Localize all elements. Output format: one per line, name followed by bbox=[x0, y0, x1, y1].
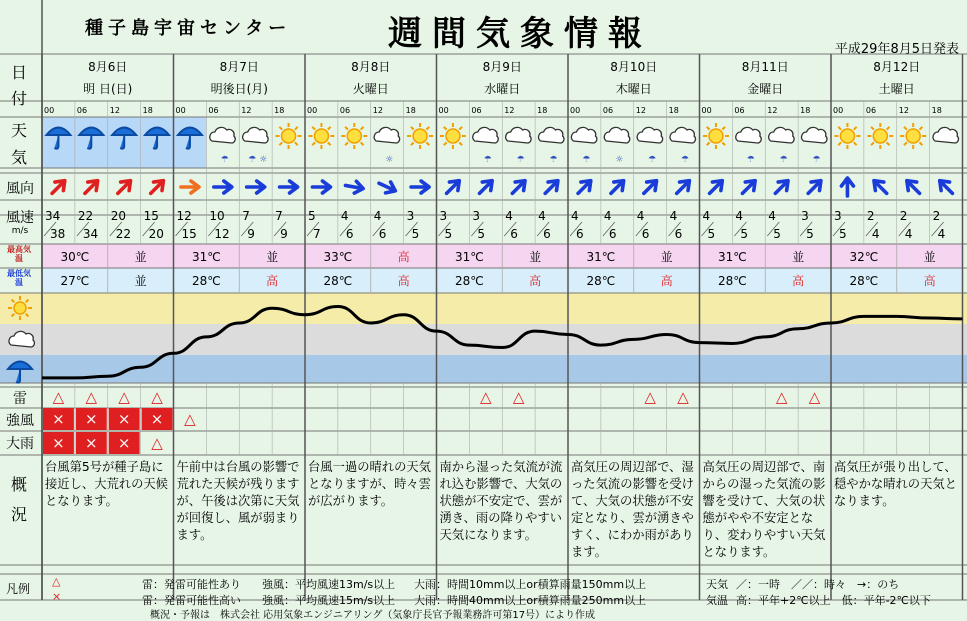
wind-arrow-icon bbox=[181, 181, 199, 193]
hour-tick: 06 bbox=[471, 106, 482, 115]
cloud-icon bbox=[210, 127, 235, 143]
weather-sub-icon: ☼ bbox=[615, 155, 624, 165]
wind-speed-max: 4 bbox=[871, 227, 880, 241]
heavy-rain-mark: △ bbox=[151, 434, 163, 452]
wind-speed-avg: 4 bbox=[636, 209, 645, 223]
wind-arrow-icon bbox=[672, 176, 693, 197]
thunder-mark: △ bbox=[151, 388, 163, 406]
sun-icon bbox=[867, 123, 893, 149]
wind-speed-max: 5 bbox=[707, 227, 716, 241]
wind-unit: m/s bbox=[11, 226, 29, 236]
wind-arrow-icon bbox=[442, 176, 463, 197]
weather-sub-icon: ☂ bbox=[812, 155, 821, 165]
temp-high-cmp: 並 bbox=[792, 250, 805, 264]
wind-speed-max: 9 bbox=[280, 227, 288, 241]
day-date: 8月10日 bbox=[610, 60, 658, 74]
wind-speed-avg: 7 bbox=[275, 209, 283, 223]
temp-low-cmp: 高 bbox=[923, 274, 936, 288]
page-title: 週間気象情報 bbox=[388, 14, 652, 54]
wind-speed-avg: 4 bbox=[735, 209, 744, 223]
wind-arrow-icon bbox=[376, 178, 397, 196]
day-weekday: 水曜日 bbox=[484, 82, 521, 96]
strong-wind-mark: × bbox=[117, 410, 131, 428]
wind-speed-avg: 4 bbox=[702, 209, 711, 223]
cloud-icon bbox=[802, 127, 827, 143]
temp-low-value: 27℃ bbox=[60, 274, 90, 288]
hour-tick: 00 bbox=[833, 106, 844, 115]
wind-speed-avg: 3 bbox=[472, 209, 481, 223]
hour-tick: 18 bbox=[274, 106, 285, 115]
sun-icon bbox=[308, 123, 334, 149]
site-name: 種子島宇宙センター bbox=[85, 18, 292, 39]
weather-sub-icon: ☂ bbox=[648, 155, 657, 165]
wind-speed-avg: 2 bbox=[932, 209, 941, 223]
day-overview: 台風第5号が種子島に接近し、大荒れの天候となります。 bbox=[45, 460, 168, 508]
trend-band-rain bbox=[42, 355, 967, 383]
row-label-date: 日付 bbox=[10, 63, 27, 108]
wind-speed-max: 5 bbox=[444, 227, 453, 241]
hour-tick: 06 bbox=[734, 106, 745, 115]
day-date: 8月6日 bbox=[88, 60, 128, 74]
wind-arrow-icon bbox=[771, 176, 792, 197]
temp-low-value: 28℃ bbox=[718, 274, 747, 288]
temp-low-cmp: 高 bbox=[529, 274, 542, 288]
cloud-icon bbox=[604, 127, 629, 143]
temp-low-value: 28℃ bbox=[849, 274, 879, 288]
temp-low-value: 28℃ bbox=[323, 274, 353, 288]
hour-tick: 18 bbox=[931, 106, 942, 115]
cloud-icon bbox=[506, 127, 531, 143]
day-overview: 午前中は台風の影響で荒れた天候が残りますが、午後は次第に天気が回復し、風が弱まります。 bbox=[176, 460, 300, 542]
legend-sky-text: ／：一時 ／／：時々 →：のち bbox=[736, 578, 900, 591]
hour-tick: 00 bbox=[701, 106, 712, 115]
wind-speed-max: 5 bbox=[740, 227, 749, 241]
wind-arrow-icon bbox=[214, 181, 232, 193]
weather-sub-icon: ☼ bbox=[385, 155, 394, 165]
wind-speed-max: 6 bbox=[543, 227, 551, 241]
cloud-icon bbox=[374, 127, 399, 143]
issued-date: 平成29年8月5日発表 bbox=[834, 42, 959, 57]
cloud-icon bbox=[571, 127, 596, 143]
cloud-icon bbox=[637, 127, 662, 143]
wind-arrow-icon bbox=[114, 176, 135, 197]
day-date: 8月9日 bbox=[482, 60, 522, 74]
cloud-icon bbox=[933, 127, 958, 143]
hour-tick: 18 bbox=[537, 106, 548, 115]
wind-arrow-icon bbox=[48, 176, 69, 197]
temp-low-value: 28℃ bbox=[192, 274, 221, 288]
temp-high-value: 31℃ bbox=[718, 250, 747, 264]
thunder-mark: △ bbox=[644, 388, 656, 406]
wind-speed-max: 9 bbox=[247, 227, 255, 241]
legend-thunder-1: 雷：発雷可能性あり bbox=[142, 578, 241, 591]
wind-speed-max: 20 bbox=[148, 227, 164, 241]
wind-arrow-icon bbox=[841, 178, 853, 196]
legend-wind-2: 強風：平均風速15m/s以上 bbox=[262, 594, 396, 607]
row-label-overview: 概況 bbox=[10, 475, 27, 524]
hour-tick: 06 bbox=[76, 106, 88, 115]
wind-speed-avg: 3 bbox=[439, 209, 448, 223]
temp-low-cmp: 高 bbox=[660, 274, 673, 288]
wind-speed-max: 6 bbox=[674, 227, 683, 241]
hour-tick: 00 bbox=[438, 106, 449, 115]
wind-speed-avg: 4 bbox=[505, 209, 513, 223]
hour-tick: 18 bbox=[668, 106, 679, 115]
wind-speed-max: 22 bbox=[115, 227, 132, 241]
wind-speed-max: 15 bbox=[181, 227, 197, 241]
sun-icon bbox=[834, 123, 860, 149]
row-label-thunder: 雷 bbox=[13, 391, 27, 407]
cloud-icon bbox=[769, 127, 794, 143]
legend-thunder-mark-2: × bbox=[52, 590, 62, 603]
wind-speed-max: 4 bbox=[937, 227, 946, 241]
legend-label: 凡例 bbox=[6, 582, 31, 596]
temp-low-cmp: 高 bbox=[792, 274, 805, 288]
cloud-icon bbox=[670, 127, 695, 143]
sun-icon bbox=[703, 123, 729, 149]
cloud-icon bbox=[736, 127, 761, 143]
weather-sub-icon: ☂ ☼ bbox=[248, 155, 268, 165]
hour-tick: 12 bbox=[241, 106, 252, 115]
trend-band-cloudy bbox=[42, 324, 967, 355]
weather-sub-icon: ☂ bbox=[746, 155, 755, 165]
wind-speed-avg: 3 bbox=[406, 209, 415, 223]
wind-speed-avg: 4 bbox=[571, 209, 579, 223]
wind-speed-avg: 15 bbox=[143, 209, 159, 223]
wind-speed-avg: 4 bbox=[340, 209, 349, 223]
legend-wind-1: 強風：平均風速13m/s以上 bbox=[262, 578, 396, 591]
wind-arrow-icon bbox=[312, 181, 330, 193]
hour-tick: 06 bbox=[339, 106, 351, 115]
day-weekday: 明後日(月) bbox=[210, 82, 268, 96]
wind-arrow-icon bbox=[574, 176, 595, 197]
wind-arrow-icon bbox=[804, 176, 825, 197]
day-overview: 高気圧が張り出して、穏やかな晴れの天気となります。 bbox=[834, 460, 957, 508]
sun-icon bbox=[341, 123, 367, 149]
wind-arrow-icon bbox=[344, 180, 364, 195]
wind-speed-max: 6 bbox=[608, 227, 617, 241]
temp-high-cmp: 高 bbox=[397, 250, 410, 264]
thunder-mark: △ bbox=[118, 388, 130, 406]
legend-temp: 気温 bbox=[706, 594, 728, 607]
temp-high-value: 32℃ bbox=[849, 250, 879, 264]
wind-speed-avg: 3 bbox=[834, 209, 842, 223]
row-label-temp-high: 最高気温 bbox=[7, 245, 31, 263]
day-date: 8月11日 bbox=[741, 60, 789, 74]
hour-tick: 12 bbox=[504, 106, 515, 115]
weather-sub-icon: ☂ bbox=[681, 155, 690, 165]
legend-rain-1: 大雨：時間10mm以上or積算雨量150mm以上 bbox=[414, 578, 647, 591]
wind-speed-avg: 2 bbox=[899, 209, 908, 223]
wind-speed-max: 4 bbox=[904, 227, 913, 241]
wind-arrow-icon bbox=[870, 176, 891, 197]
wind-arrow-icon bbox=[607, 176, 628, 197]
wind-speed-avg: 12 bbox=[176, 209, 192, 223]
weather-sub-icon: ☂ bbox=[779, 155, 788, 165]
thunder-mark: △ bbox=[480, 388, 492, 406]
temp-low-value: 28℃ bbox=[455, 274, 484, 288]
temp-high-cmp: 並 bbox=[660, 250, 673, 264]
sun-icon bbox=[900, 123, 926, 149]
wind-speed-avg: 4 bbox=[538, 209, 546, 223]
hour-tick: 00 bbox=[570, 106, 581, 115]
wind-speed-max: 34 bbox=[82, 227, 99, 241]
strong-wind-mark: × bbox=[52, 410, 65, 428]
temp-high-value: 30℃ bbox=[60, 250, 90, 264]
wind-speed-avg: 4 bbox=[768, 209, 776, 223]
temp-high-value: 33℃ bbox=[323, 250, 353, 264]
wind-speed-max: 6 bbox=[345, 227, 354, 241]
wind-speed-avg: 20 bbox=[110, 209, 127, 223]
day-weekday: 火曜日 bbox=[352, 82, 389, 96]
weather-sub-icon: ☂ bbox=[549, 155, 558, 165]
hour-tick: 12 bbox=[767, 106, 778, 115]
temp-high-value: 31℃ bbox=[586, 250, 616, 264]
cloud-icon bbox=[473, 127, 498, 143]
hour-tick: 00 bbox=[44, 106, 55, 115]
wind-speed-avg: 34 bbox=[45, 209, 61, 223]
trend-band-sunny bbox=[42, 293, 967, 324]
temp-high-cmp: 並 bbox=[134, 250, 147, 264]
wind-speed-avg: 4 bbox=[603, 209, 612, 223]
thunder-mark: △ bbox=[85, 388, 98, 406]
footer-credit: 概況・予報は 株式会社 応用気象エンジニアリング（気象庁長官予報業務許可第17号）により作成 bbox=[150, 610, 596, 621]
day-overview: 台風一過の晴れの天気となりますが、時々雲が広がります。 bbox=[308, 460, 431, 508]
wind-speed-max: 5 bbox=[839, 227, 847, 241]
strong-wind-mark: × bbox=[85, 410, 98, 428]
wind-arrow-icon bbox=[903, 176, 924, 197]
temp-low-cmp: 高 bbox=[397, 274, 410, 288]
wind-arrow-icon bbox=[640, 176, 661, 197]
wind-speed-max: 5 bbox=[773, 227, 781, 241]
wind-speed-avg: 7 bbox=[242, 209, 250, 223]
strong-wind-mark: △ bbox=[184, 410, 196, 428]
weather-sub-icon: ☂ bbox=[516, 155, 525, 165]
wind-speed-max: 5 bbox=[806, 227, 814, 241]
weather-sub-icon: ☂ bbox=[220, 155, 229, 165]
hour-tick: 06 bbox=[602, 106, 614, 115]
temp-high-cmp: 並 bbox=[529, 250, 542, 264]
wind-arrow-icon bbox=[146, 176, 167, 197]
day-weekday: 木曜日 bbox=[615, 82, 652, 96]
day-overview: 南から湿った気流が流れ込む影響で、大気の状態が不安定で、雲が湧き、雨の降りやすい天気になります。 bbox=[439, 460, 563, 542]
thunder-mark: △ bbox=[512, 388, 525, 406]
wind-arrow-icon bbox=[738, 176, 759, 197]
wind-speed-max: 5 bbox=[477, 227, 486, 241]
legend-rain-2: 大雨：時間40mm以上or積算雨量250mm以上 bbox=[414, 594, 647, 607]
heavy-rain-mark: × bbox=[117, 434, 131, 452]
temp-high-value: 31℃ bbox=[192, 250, 221, 264]
heavy-rain-mark: × bbox=[52, 434, 65, 452]
day-overview: 高気圧の周辺部で、湿った気流の影響を受けて、大気の状態が不安定となり、雲が湧きやすく、にわか雨があります。 bbox=[571, 460, 694, 559]
wind-arrow-icon bbox=[508, 176, 529, 197]
sun-icon bbox=[8, 296, 32, 320]
day-weekday: 金曜日 bbox=[747, 82, 784, 96]
temp-high-cmp: 並 bbox=[923, 250, 936, 264]
day-weekday: 明 日(日) bbox=[83, 82, 133, 96]
temp-high-value: 31℃ bbox=[455, 250, 484, 264]
wind-arrow-icon bbox=[247, 181, 265, 193]
wind-speed-avg: 22 bbox=[77, 209, 94, 223]
wind-speed-avg: 5 bbox=[308, 209, 316, 223]
sun-icon bbox=[440, 123, 466, 149]
temp-low-value: 28℃ bbox=[586, 274, 616, 288]
hour-tick: 06 bbox=[208, 106, 219, 115]
temp-low-cmp: 並 bbox=[134, 274, 147, 288]
wind-speed-max: 5 bbox=[411, 227, 420, 241]
wind-speed-avg: 4 bbox=[669, 209, 678, 223]
wind-speed-avg: 3 bbox=[801, 209, 809, 223]
hour-tick: 18 bbox=[800, 106, 811, 115]
row-label-temp-low: 最低気温 bbox=[7, 269, 31, 287]
row-label-weather: 天気 bbox=[10, 121, 27, 167]
row-label-wind-dir: 風向 bbox=[6, 181, 34, 197]
heavy-rain-mark: × bbox=[85, 434, 98, 452]
wind-speed-max: 6 bbox=[576, 227, 584, 241]
sun-icon bbox=[276, 123, 302, 149]
wind-arrow-icon bbox=[541, 176, 562, 197]
wind-speed-avg: 10 bbox=[209, 209, 225, 223]
legend-sky: 天気 bbox=[706, 578, 728, 591]
legend-thunder-2: 雷：発雷可能性高い bbox=[142, 594, 241, 607]
wind-speed-max: 6 bbox=[378, 227, 387, 241]
thunder-mark: △ bbox=[808, 388, 821, 406]
temp-low-cmp: 高 bbox=[266, 274, 279, 288]
wind-speed-avg: 2 bbox=[866, 209, 875, 223]
wind-speed-max: 6 bbox=[641, 227, 650, 241]
wind-arrow-icon bbox=[280, 181, 298, 193]
wind-arrow-icon bbox=[411, 181, 429, 193]
wind-speed-avg: 4 bbox=[373, 209, 382, 223]
wind-speed-max: 12 bbox=[214, 227, 230, 241]
cloud-icon bbox=[539, 127, 564, 143]
thunder-mark: △ bbox=[677, 388, 689, 406]
temp-high-cmp: 並 bbox=[266, 250, 279, 264]
day-weekday: 土曜日 bbox=[878, 82, 915, 96]
wind-speed-max: 7 bbox=[313, 227, 321, 241]
thunder-mark: △ bbox=[775, 388, 788, 406]
hour-tick: 12 bbox=[635, 106, 646, 115]
hour-tick: 12 bbox=[898, 106, 909, 115]
row-label-strong-wind: 強風 bbox=[6, 413, 34, 429]
strong-wind-mark: × bbox=[150, 410, 164, 428]
day-date: 8月12日 bbox=[873, 60, 921, 74]
day-date: 8月7日 bbox=[219, 60, 259, 74]
thunder-mark: △ bbox=[52, 388, 65, 406]
weather-sub-icon: ☂ bbox=[582, 155, 591, 165]
wind-arrow-icon bbox=[81, 176, 102, 197]
row-label-wind-speed: 風速 bbox=[6, 210, 34, 226]
cloud-icon bbox=[243, 127, 268, 143]
wind-arrow-icon bbox=[935, 176, 956, 197]
day-date: 8月8日 bbox=[351, 60, 391, 74]
hour-tick: 00 bbox=[175, 106, 186, 115]
wind-arrow-icon bbox=[705, 176, 726, 197]
sun-icon bbox=[407, 123, 433, 149]
hour-tick: 18 bbox=[405, 106, 416, 115]
wind-arrow-icon bbox=[475, 176, 496, 197]
hour-tick: 12 bbox=[372, 106, 383, 115]
day-overview: 高気圧の周辺部で、南からの湿った気流の影響を受けて、大気の状態がやや不安定となり、変わりやすい天気となります。 bbox=[702, 460, 826, 559]
wind-speed-max: 6 bbox=[510, 227, 518, 241]
legend-temp-text: 高：平年+2℃以上 低：平年-2℃以下 bbox=[736, 594, 931, 607]
legend-thunder-mark-1: △ bbox=[52, 575, 61, 588]
hour-tick: 00 bbox=[307, 106, 318, 115]
hour-tick: 18 bbox=[142, 106, 153, 115]
weather-sub-icon: ☂ bbox=[483, 155, 492, 165]
hour-tick: 06 bbox=[865, 106, 877, 115]
hour-tick: 12 bbox=[109, 106, 120, 115]
wind-speed-max: 38 bbox=[50, 227, 66, 241]
row-label-heavy-rain: 大雨 bbox=[6, 436, 34, 452]
